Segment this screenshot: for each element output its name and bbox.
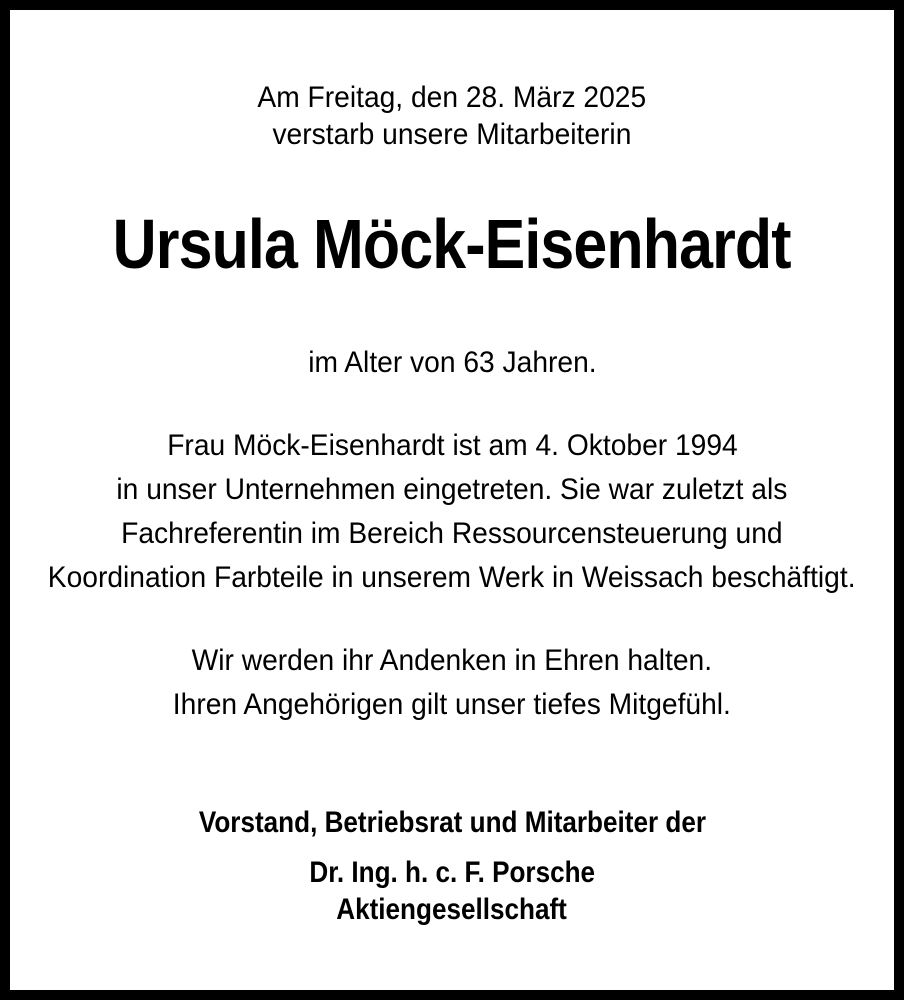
signature-text: Vorstand, Betriebsrat und Mitarbeiter der [198,806,706,839]
condolence-line-1 [10,643,894,679]
company-name-text-2: Aktiengesellschaft [336,893,568,926]
subtitle-line [10,117,894,153]
age-line [10,345,894,381]
date-text: Am Freitag, den 28. März 2025 [257,81,647,114]
body-line-2 [10,472,894,508]
signature-line [10,805,894,841]
company-name-line-2 [10,892,894,928]
condolence-line-2 [10,687,894,723]
company-name-text-1: Dr. Ing. h. c. F. Porsche [309,856,595,889]
subtitle-text: verstarb unsere Mitarbeiterin [272,118,632,151]
body-text-2: in unser Unternehmen eingetreten. Sie war zuletzt als [116,473,788,506]
body-text-4: Koordination Farbteile in unserem Werk in Weissach beschäftigt. [48,561,856,594]
body-text-1: Frau Möck-Eisenhardt ist am 4. Oktober 1994 [166,429,738,462]
body-line-3 [10,516,894,552]
condolence-text-1: Wir werden ihr Andenken in Ehren halten. [191,644,713,677]
date-line [10,80,894,116]
deceased-name-headline [10,204,894,284]
body-text-3: Fachreferentin im Bereich Ressourcensteuerung und [121,517,783,550]
body-line-1 [10,428,894,464]
company-name-line-1 [10,855,894,891]
body-line-4 [10,560,894,596]
deceased-name-text: Ursula Möck-Eisenhardt [112,205,792,283]
condolence-text-2: Ihren Angehörigen gilt unser tiefes Mitgefühl. [172,688,732,721]
age-text: im Alter von 63 Jahren. [307,346,597,379]
